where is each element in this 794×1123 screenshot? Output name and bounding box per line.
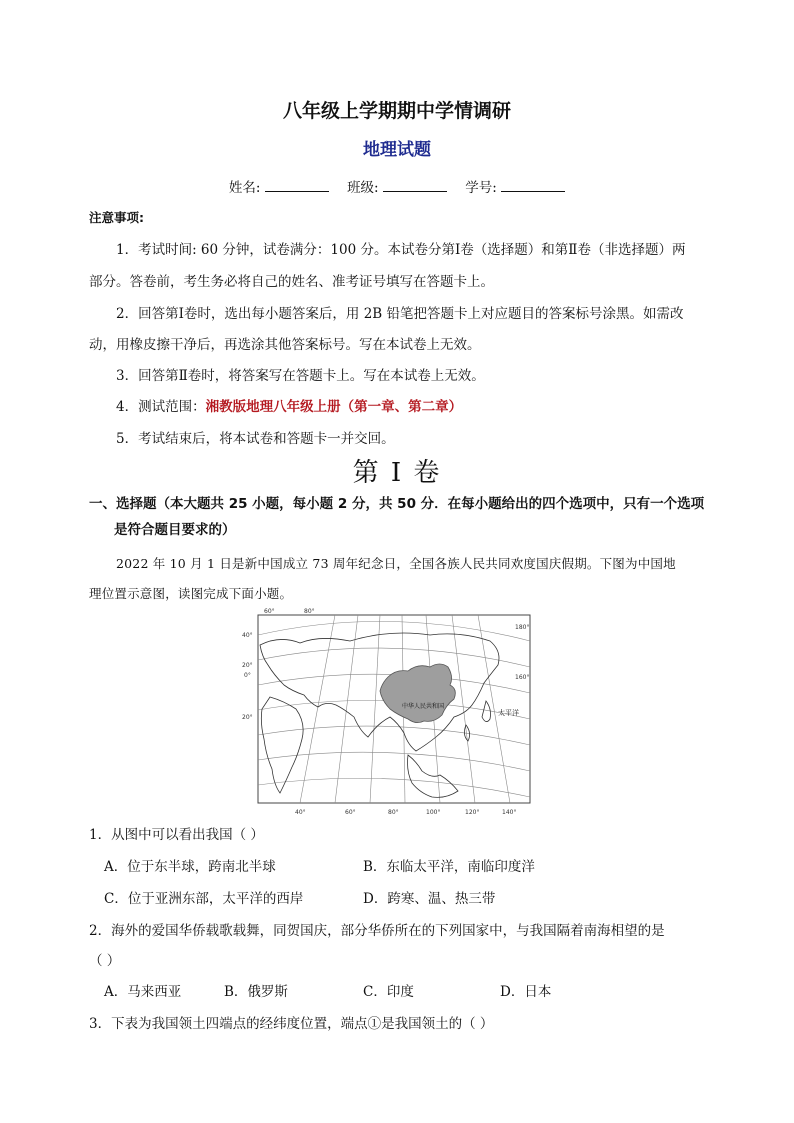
pacific-label: 太平洋 <box>498 709 519 717</box>
tick-label: 0° <box>244 672 251 679</box>
notice-heading: 注意事项: <box>89 210 144 225</box>
question-3-stem: 3．下表为我国领土四端点的经纬度位置，端点①是我国领土的（ ） <box>89 1016 494 1032</box>
tick-label: 80° <box>388 809 399 816</box>
question-1-option-b[interactable]: B．东临太平洋，南临印度洋 <box>363 859 535 875</box>
tick-label: 80° <box>304 608 315 615</box>
intro-line1: 2022 年 10 月 1 日是新中国成立 73 周年纪念日，全国各族人民共同欢度国庆假期。下图为中国地 <box>116 556 676 571</box>
notice-item-2-line1: 2．回答第Ⅰ卷时，选出每小题答案后，用 2B 铅笔把答题卡上对应题目的答案标号涂黑。如需改 <box>116 306 684 322</box>
notice-item-1-line2: 部分。答卷前，考生务必将自己的姓名、准考证号填写在答题卡上。 <box>89 274 494 290</box>
notice-item-4 <box>116 395 462 415</box>
tick-label: 60° <box>264 608 275 615</box>
section-heading-line2: 是符合题目要求的） <box>114 522 236 538</box>
question-2-option-a[interactable]: A．马来西亚 <box>104 984 182 1000</box>
question-2-stem-line2: （ ） <box>89 953 121 969</box>
tick-label: 180° <box>515 624 530 631</box>
tick-label: 140° <box>502 809 517 816</box>
question-1-stem: 1．从图中可以看出我国（ ） <box>89 827 264 843</box>
id-label: 学号: <box>465 180 497 196</box>
question-1-option-c[interactable]: C．位于亚洲东部，太平洋的西岸 <box>104 891 304 907</box>
tick-label: 120° <box>465 809 480 816</box>
exam-subject: 地理试题 <box>363 140 431 160</box>
china-label: 中华人民共和国 <box>402 703 445 710</box>
tick-label: 20° <box>242 714 253 721</box>
tick-label: 160° <box>515 674 530 681</box>
intro-line2: 理位置示意图，读图完成下面小题。 <box>89 586 293 601</box>
student-info-fields <box>0 176 794 196</box>
question-1-option-d[interactable]: D．跨寒、温、热三带 <box>363 891 496 907</box>
exam-title: 八年级上学期期中学情调研 <box>282 100 511 122</box>
notice-item-1-line1: 1．考试时间: 60 分钟，试卷满分：100 分。本试卷分第Ⅰ卷（选择题）和第Ⅱ卷（非选择题）两 <box>116 242 686 258</box>
section-heading-line1: 一、选择题（本大题共 25 小题，每小题 2 分，共 50 分．在每小题给出的四个选项中，只有一个选项 <box>89 496 705 512</box>
tick-label: 40° <box>295 809 306 816</box>
notice-item-5: 5．考试结束后，将本试卷和答题卡一并交回。 <box>116 431 395 447</box>
tick-label: 60° <box>345 809 356 816</box>
question-1-option-a[interactable]: A．位于东半球，跨南北半球 <box>104 859 276 875</box>
test-range: 湘教版地理八年级上册（第一章、第二章） <box>205 399 463 415</box>
tick-label: 40° <box>242 632 253 639</box>
question-2-stem-line1: 2．海外的爱国华侨载歌载舞，同贺国庆，部分华侨所在的下列国家中，与我国隔着南海相望的是 <box>89 923 665 939</box>
question-2-option-c[interactable]: C．印度 <box>363 984 414 1000</box>
question-2-option-b[interactable]: B．俄罗斯 <box>224 984 288 1000</box>
notice-item-2-line2: 动，用橡皮擦干净后，再选涂其他答案标号。写在本试卷上无效。 <box>89 337 481 353</box>
notice-item-3: 3．回答第Ⅱ卷时，将答案写在答题卡上。写在本试卷上无效。 <box>116 368 485 384</box>
china-location-map <box>240 605 540 817</box>
question-2-option-d[interactable]: D．日本 <box>500 984 552 1000</box>
tick-label: 100° <box>426 809 441 816</box>
notice-item-4-prefix: 4．测试范围： <box>116 399 206 415</box>
id-blank[interactable] <box>501 179 565 192</box>
volume-title: 第 I 卷 <box>352 458 442 488</box>
name-blank[interactable] <box>265 179 329 192</box>
class-blank[interactable] <box>383 179 447 192</box>
name-label: 姓名: <box>228 180 261 196</box>
tick-label: 20° <box>242 662 253 669</box>
class-label: 班级: <box>347 180 379 196</box>
